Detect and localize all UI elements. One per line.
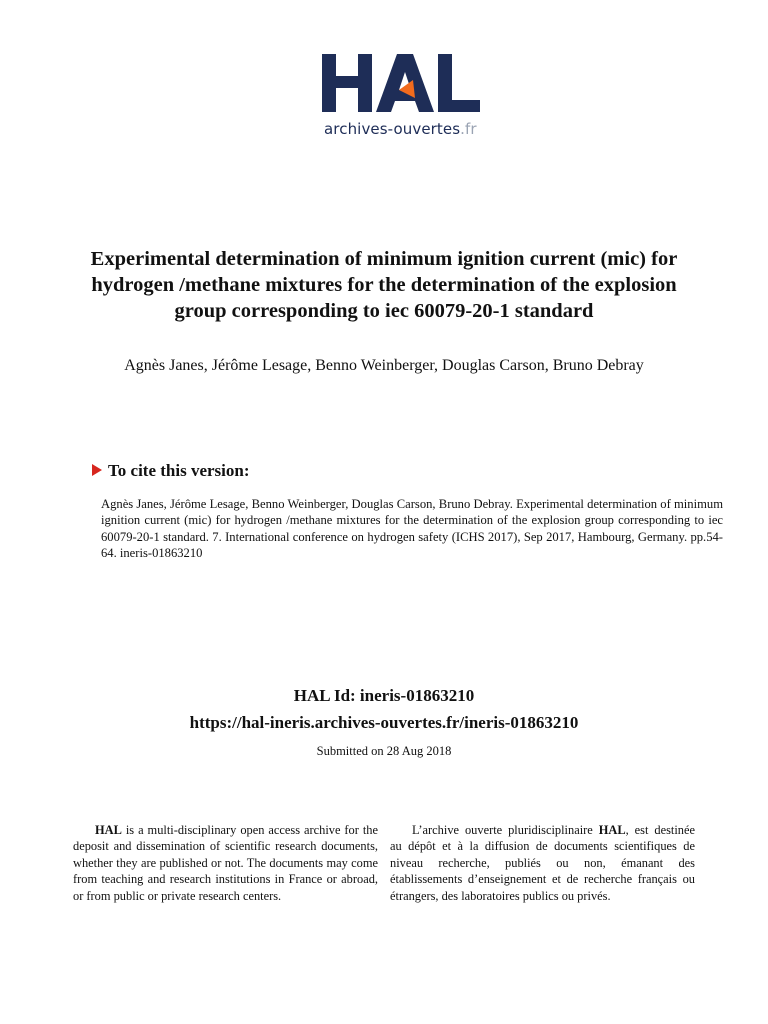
logo-subtitle-tld: .fr: [460, 120, 477, 138]
hal-logo-mark: [318, 52, 486, 114]
footer-english-text: is a multi-disciplinary open access archive for the deposit and dissemination of scientific research documents, whether they are published or not. The documents may come from teaching and research institutions in France or abroad, or from public or private research centers.: [73, 823, 378, 903]
cite-heading: [92, 461, 250, 481]
hal-id: HAL Id: ineris-01863210: [293, 686, 475, 705]
footer-english-lead: HAL: [95, 823, 122, 837]
paper-authors: Agnès Janes, Jérôme Lesage, Benno Weinberger, Douglas Carson, Bruno Debray: [124, 357, 644, 374]
triangle-bullet-icon: [92, 464, 102, 476]
footer-french-lead: HAL: [598, 823, 626, 837]
submitted-date: Submitted on 28 Aug 2018: [316, 744, 452, 758]
footer-french-text: , est destinée au dépôt et à la diffusion de documents scientifiques de niveau recherche, publiés ou non, émanant des établissements d’enseignement et de recherche français ou étrangers, des laboratoires publics ou privés.: [390, 823, 695, 903]
hal-url-link[interactable]: https://hal-ineris.archives-ouvertes.fr/ineris-01863210: [189, 713, 579, 732]
hal-logo: [318, 52, 486, 144]
hal-logo-subtitle: [324, 120, 477, 138]
footer-english: [73, 822, 378, 904]
footer-french: [390, 822, 695, 904]
logo-subtitle-text: archives-ouvertes: [324, 120, 461, 138]
paper-title: Experimental determination of minimum ignition current (mic) for hydrogen /methane mixtures for the determination of the explosion group corresponding to iec 60079-20-1 standard: [90, 248, 678, 322]
cite-text: Agnès Janes, Jérôme Lesage, Benno Weinberger, Douglas Carson, Bruno Debray. Experimental determination of minimum ignition current (mic) for hydrogen /methane mixtures for the determination of the explosion group corresponding to iec 60079-20-1 standard. 7. International conference on hydrogen safety (ICHS 2017), Sep 2017, Hambourg, Germany. pp.54-64. ineris-01863210: [101, 497, 723, 561]
cite-heading-text: To cite this version:: [108, 461, 250, 480]
footer-french-intro: L’archive ouverte pluridisciplinaire: [412, 823, 599, 837]
